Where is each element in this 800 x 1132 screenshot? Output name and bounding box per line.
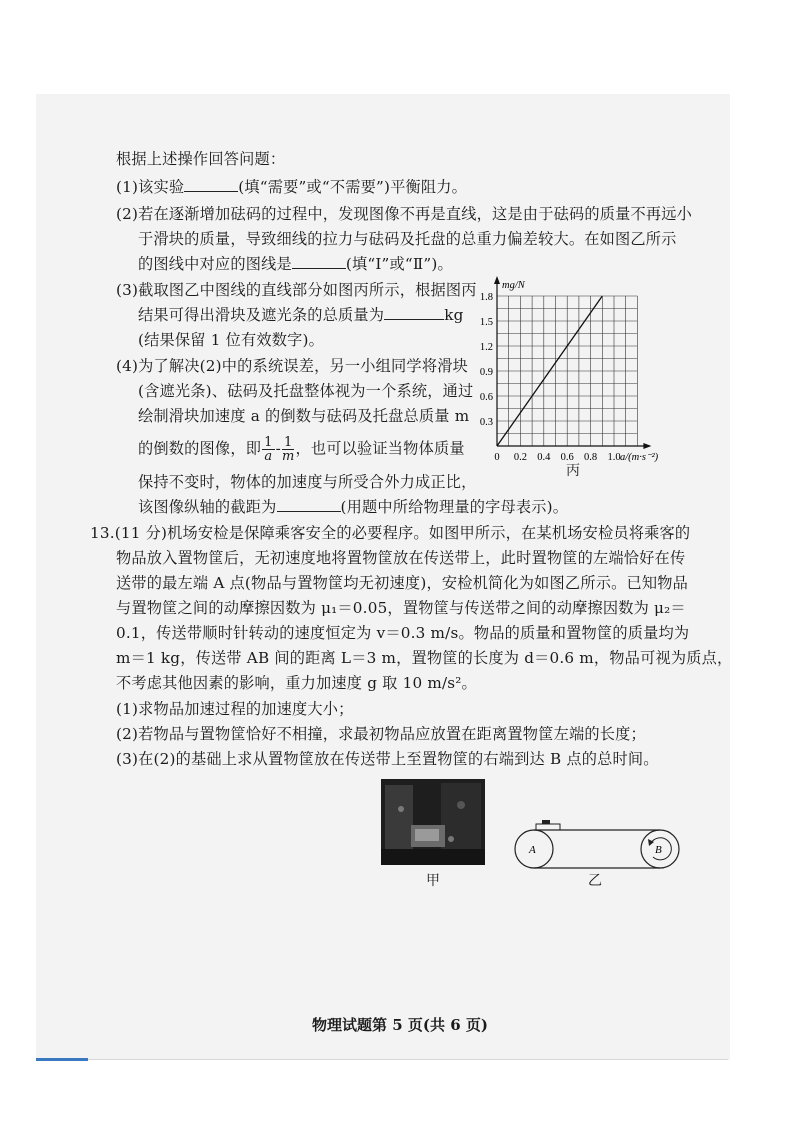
q3-prefix: 结果可得出滑块及遮光条的总质量为	[138, 306, 385, 324]
photo-speckle	[448, 836, 454, 842]
question-4-line-3: 绘制滑块加速度 a 的倒数与砝码及托盘总质量 m	[138, 407, 470, 425]
question-2-line-2: 于滑块的质量，导致细线的拉力与砝码及托盘的总重力偏差较大。在如图乙所示	[138, 230, 677, 248]
q3-blank[interactable]	[384, 305, 444, 320]
y-tick-label: 0.9	[479, 367, 493, 378]
y-tick-label: 1.5	[479, 317, 493, 328]
basket	[536, 824, 560, 830]
question-13-line-2: 物品放入置物筐后，无初速度地将置物筐放在传送带上，此时置物筐的左端恰好在传	[116, 549, 686, 567]
frac1-numerator: 1	[264, 435, 273, 450]
question-4-line-4	[138, 436, 465, 463]
graph-caption: 丙	[566, 463, 580, 479]
graph-axes	[494, 276, 651, 449]
x-tick-label: 0	[494, 452, 500, 463]
y-axis-label: mg/N	[502, 280, 525, 291]
item	[542, 820, 550, 824]
q4-blank[interactable]	[277, 497, 341, 512]
bottom-divider	[88, 1059, 728, 1060]
question-3-line-2	[138, 304, 464, 326]
question-1	[116, 176, 467, 198]
question-13-line-6: m＝1 kg，传送带 AB 间的距离 L＝3 m，置物筐的长度为 d＝0.6 m，物品可视为质点，	[116, 649, 733, 667]
graph-bing	[470, 276, 680, 476]
y-axis-arrow-icon	[494, 276, 500, 284]
fraction-dash: -	[275, 439, 281, 458]
x-axis-label: a/(m·s⁻²)	[620, 452, 659, 463]
q3-unit: kg	[444, 306, 464, 324]
page-footer: 物理试题第 5 页(共 6 页)	[312, 1016, 488, 1034]
photo-speckle	[398, 806, 404, 812]
photo-speckle	[457, 801, 465, 809]
y-tick-label: 0.3	[479, 417, 493, 428]
x-axis-arrow-icon	[643, 443, 651, 449]
y-tick-label: 1.8	[479, 292, 493, 303]
graph-grid	[497, 296, 637, 446]
question-13-line-4: 与置物筐之间的动摩擦因数为 μ₁＝0.05，置物筐与传送带之间的动摩擦因数为 μ₂＝	[116, 599, 686, 617]
fraction-one-over-m	[282, 436, 295, 463]
intro-text: 根据上述操作回答问题：	[116, 150, 286, 168]
question-3-line-3: (结果保留 1 位有效数字)。	[138, 331, 325, 349]
graph-labels	[480, 280, 659, 463]
question-13-sub-3: (3)在(2)的基础上求从置物筐放在传送带上至置物筐的右端到达 B 点的总时间。	[116, 750, 659, 768]
q4-l6-suffix: (用题中所给物理量的字母表示)。	[340, 498, 569, 516]
x-tick-label: 0.8	[584, 452, 598, 463]
question-13-sub-1: (1)求物品加速过程的加速度大小；	[116, 700, 354, 718]
frac2-denominator: m	[281, 449, 295, 464]
bottom-accent-bar	[36, 1058, 88, 1061]
q1-suffix: (填“需要”或“不需要”)平衡阻力。	[238, 178, 468, 196]
frac1-denominator: a	[264, 449, 273, 464]
y-tick-label: 1.2	[479, 342, 493, 353]
q4-l6-prefix: 该图像纵轴的截距为	[138, 498, 277, 516]
question-13-line-5: 0.1，传送带顺时针转动的速度恒定为 v＝0.3 m/s。物品的质量和置物筐的质量均为	[116, 624, 690, 642]
question-3-line-1: (3)截取图乙中图线的直线部分如图丙所示，根据图丙	[116, 281, 477, 299]
x-tick-label: 0.6	[560, 452, 574, 463]
question-4-line-6	[138, 496, 568, 518]
question-2-line-3	[138, 253, 453, 275]
label-b: B	[655, 844, 662, 856]
conveyor-caption: 乙	[588, 873, 602, 889]
x-tick-label: 0.4	[537, 452, 551, 463]
y-tick-label: 0.6	[479, 392, 493, 403]
photo-wall	[385, 785, 413, 859]
question-2-line-1: (2)若在逐渐增加砝码的过程中，发现图像不再是直线，这是由于砝码的质量不再远小	[116, 205, 693, 223]
question-4-line-2: (含遮光条)、砝码及托盘整体视为一个系统，通过	[138, 382, 474, 400]
q1-prefix: (1)该实验	[116, 178, 185, 196]
q4-prefix: 的倒数的图像，即	[138, 439, 262, 458]
x-tick-label: 1.0	[607, 452, 621, 463]
x-tick-label: 0.2	[513, 452, 527, 463]
photo-tray-inner	[415, 829, 439, 841]
q2-prefix: 的图线中对应的图线是	[138, 255, 292, 273]
label-a: A	[529, 844, 536, 856]
frac2-numerator: 1	[282, 436, 295, 450]
q2-suffix: (填“Ⅰ”或“Ⅱ”)。	[345, 255, 453, 273]
photo-caption: 甲	[426, 873, 440, 889]
security-photo	[381, 779, 485, 865]
question-4-line-1: (4)为了解决(2)中的系统误差，另一小组同学将滑块	[116, 357, 468, 375]
question-13-line-1: 13.(11 分)机场安检是保障乘客安全的必要程序。如图甲所示，在某机场安检员将乘客的	[90, 524, 691, 542]
question-13-line-7: 不考虑其他因素的影响，重力加速度 g 取 10 m/s²。	[116, 674, 477, 692]
q2-blank[interactable]	[292, 254, 346, 269]
question-4-line-5: 保持不变时，物体的加速度与所受合外力成正比，	[138, 473, 477, 491]
q1-blank[interactable]	[184, 177, 238, 192]
q4-suffix: ，也可以验证当物体质量	[295, 439, 465, 458]
photo-belt	[381, 849, 485, 865]
question-13-line-3: 送带的最左端 A 点(物品与置物筐均无初速度)，安检机简化为如图乙所示。已知物品	[116, 574, 689, 592]
question-13-sub-2: (2)若物品与置物筐恰好不相撞，求最初物品应放置在距离置物筐左端的长度；	[116, 725, 646, 743]
fraction-one-over-a	[262, 436, 274, 463]
